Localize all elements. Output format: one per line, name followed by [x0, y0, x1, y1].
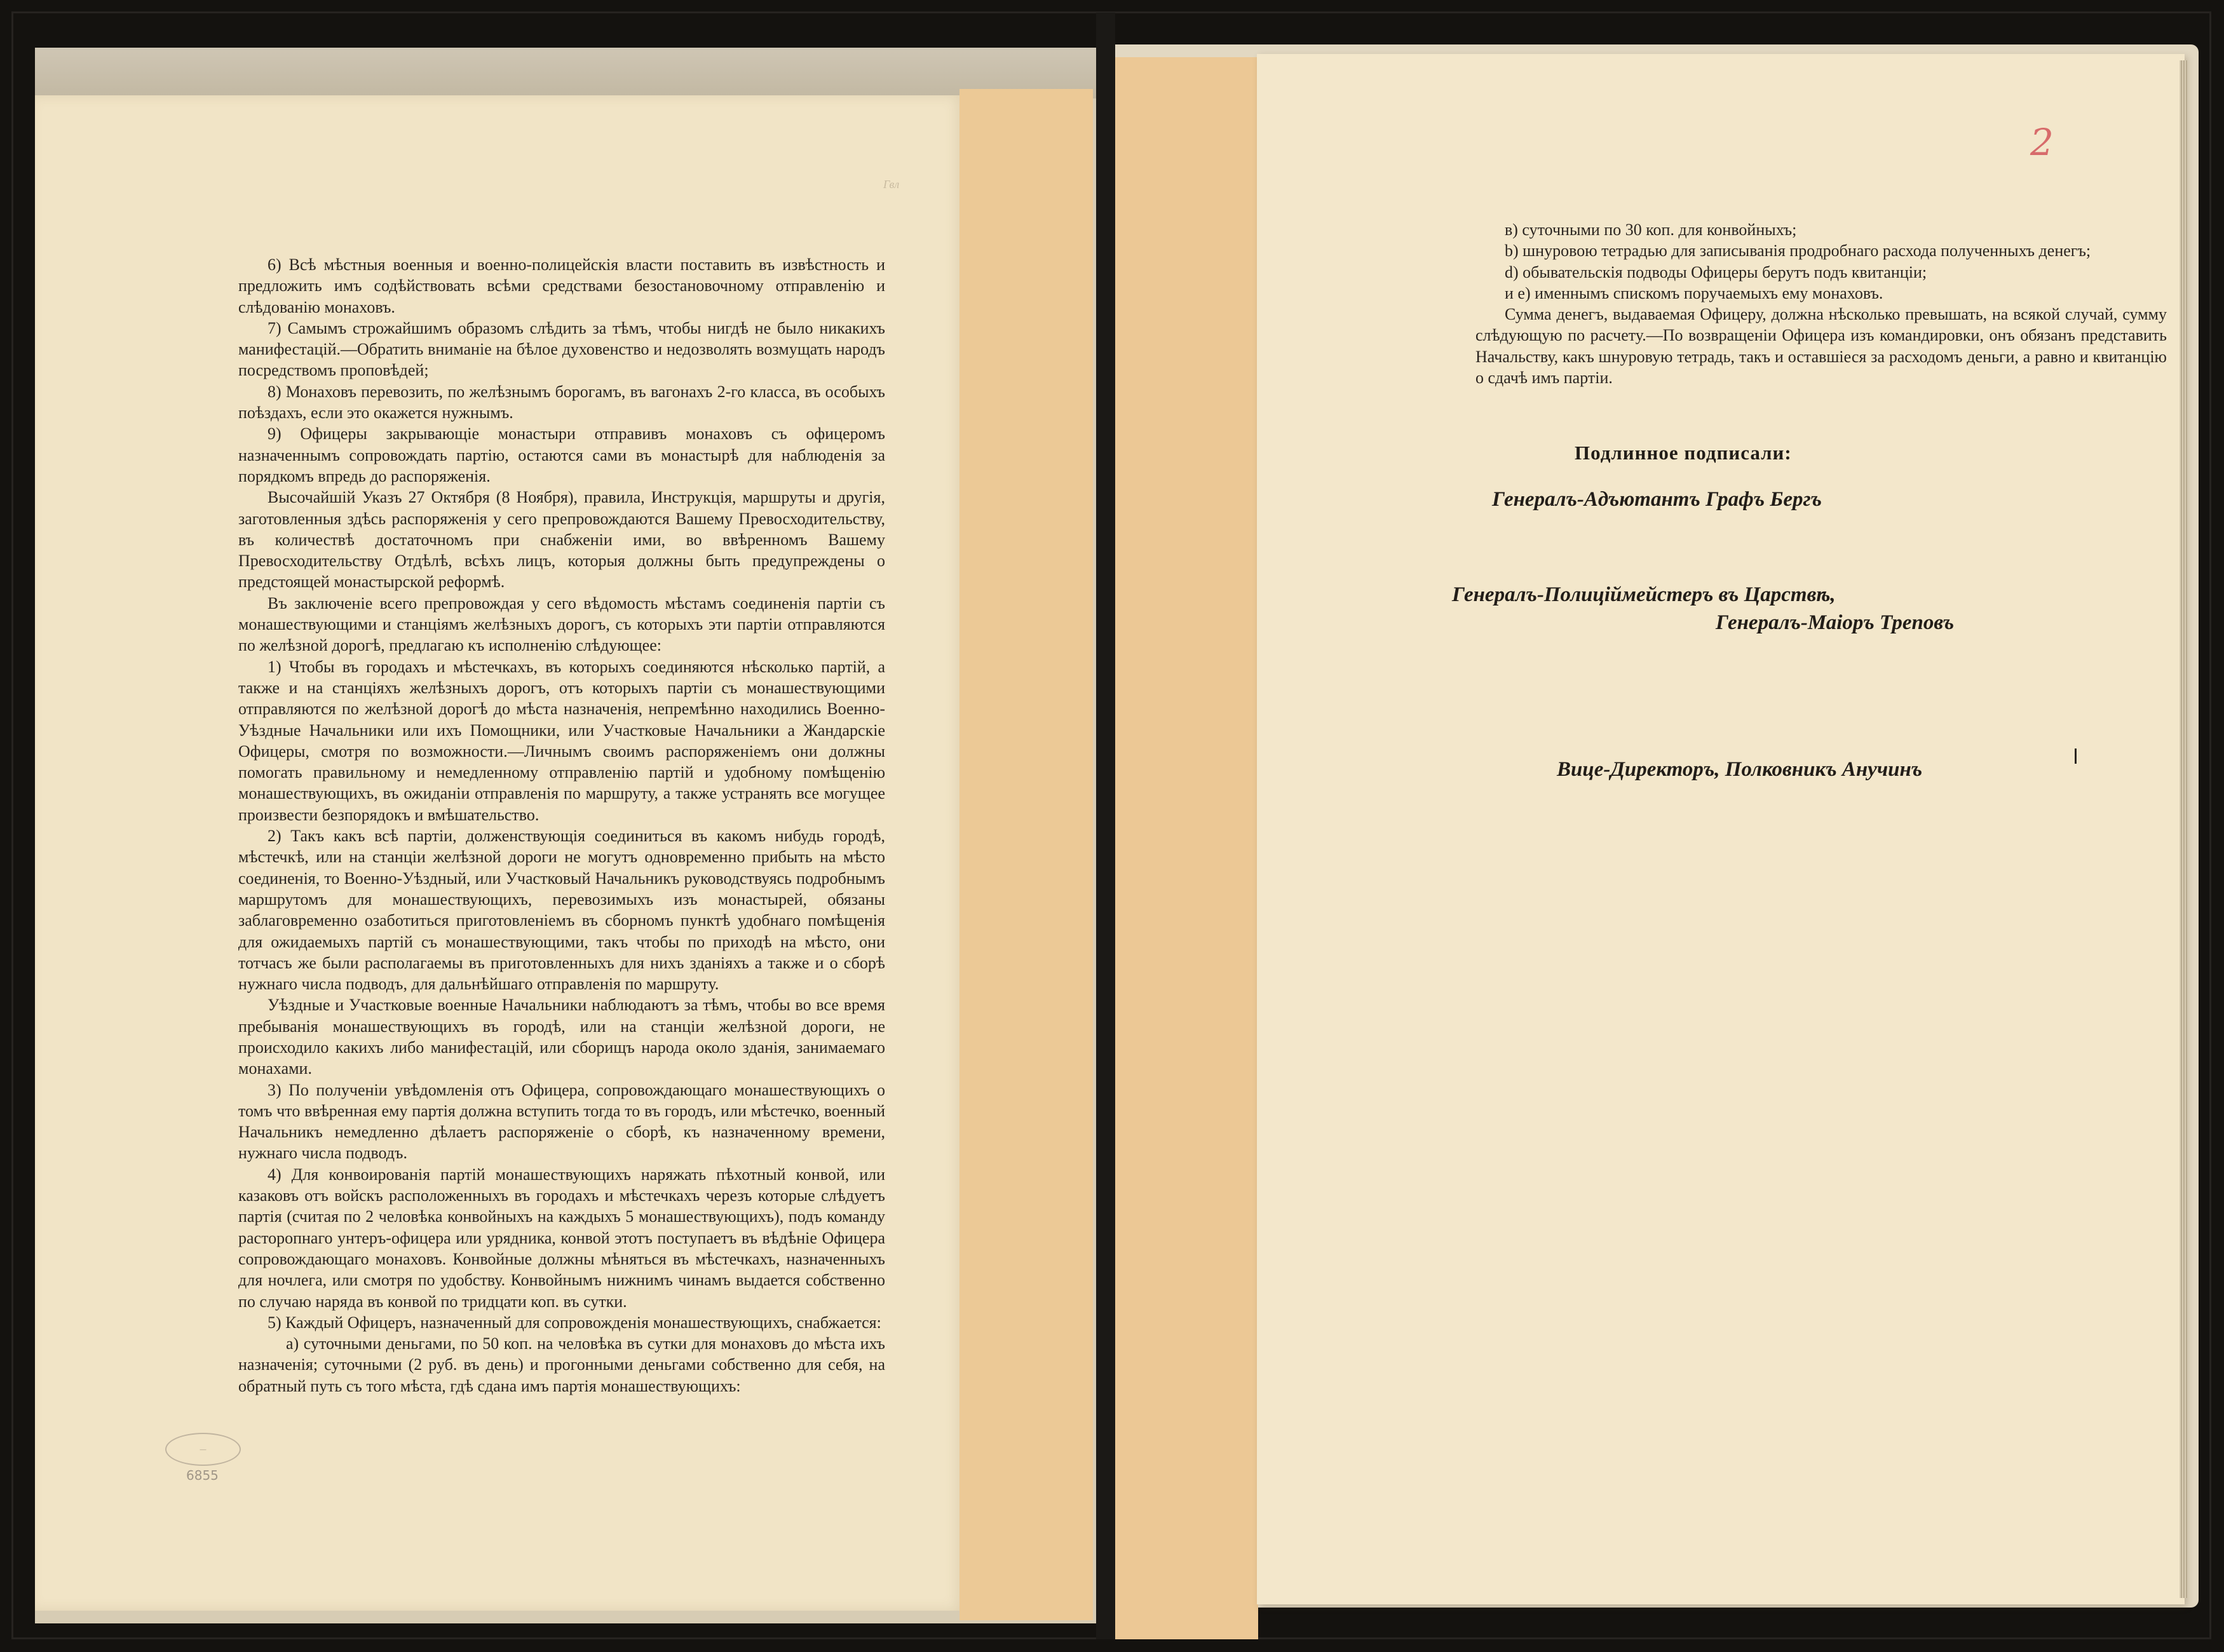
paragraph-4: 4) Для конвоированія партій монашествующихъ наряжать пѣхотный конвой, или казаковъ отъ войскъ расположенныхъ въ городахъ и мѣстечкахъ черезъ которые слѣдуетъ партія (считая по 2 человѣка конвойныхъ на каждыхъ 5 монашествующихъ), подъ команду расторопнаго унтеръ-офицера или урядника, конвой этотъ поступаетъ въ вѣдѣніе Офицера сопровождающаго монаховъ. Конвойные должны мѣняться въ мѣстечкахъ, назначенныхъ для ночлега, или смотря по удобству. Конвойнымъ нижнимъ чинамъ выдается собственно по случаю наряда въ конвой по тридцати коп. въ сутки. [238, 1165, 885, 1311]
signatures-header: Подлинное подписали: [1575, 442, 1792, 464]
right-page-text [1475, 219, 2167, 388]
left-binding-strip [959, 89, 1093, 1620]
paragraph-e: и e) именнымъ спискомъ поручаемыхъ ему монаховъ. [1505, 283, 1883, 302]
paragraph-5: 5) Каждый Офицеръ, назначенный для сопровожденія монашествующихъ, снабжается: [268, 1313, 881, 1332]
paragraph-1: 1) Чтобы въ городахъ и мѣстечкахъ, въ которыхъ соединяются нѣсколько партій, а также и на станціяхъ желѣзныхъ дорогъ, отъ которыхъ партіи съ монашествующими отправляются по желѣзной дорогѣ до мѣста назначенія, непремѣнно находились Военно-Уѣздные Начальники или ихъ Помощники, или Участковые Начальники а Жандарскіе Офицеры, смотря по возможности.—Личнымъ своимъ распоряженіемъ они должны помогать правильному и немедленному отправленію партій и удобному помѣщенію монашествующихъ, въ ожиданіи отправленія по маршруту, а также устранять все могущее произвести безпорядокъ и вмѣшательство. [238, 657, 885, 824]
book-gutter [1096, 13, 1115, 1639]
paragraph-conclusion: Въ заключеніе всего препровождая у сего вѣдомость мѣстамъ соединенія партіи съ монашествующими и станціямъ желѣзныхъ дорогъ, съ которыхъ эти партіи отправляются по желѣзной дорогѣ, предлагаю къ исполненію слѣдующее: [238, 593, 885, 655]
signature-berg: Генералъ-Адъютантъ Графъ Бергъ [1492, 488, 1822, 511]
paragraph-7: 7) Самымъ строжайшимъ образомъ слѣдить за тѣмъ, чтобы нигдѣ не было никакихъ манифестацій.—Обратить вниманіе на бѣлое духовенство и недозволять возмущать народъ посредствомъ проповѣдей; [238, 318, 885, 380]
paragraph-sum: Сумма денегъ, выдаваемая Офицеру, должна нѣсколько превышать, на всякой случай, сумму слѣдующую по расчету.—По возвращеніи Офицера изъ командировки, онъ обязанъ представить Начальству, какъ шнуровую тетрадь, такъ и оставшіеся за расходомъ деньги, а равно и квитанцію о сдачѣ имъ партіи. [1475, 305, 2167, 388]
paragraph-9: 9) Офицеры закрывающіе монастыри отправивъ монаховъ съ офицеромъ назначеннымъ сопровождать партію, остаются сами въ монастырѣ для наблюденія за порядкомъ впредь до распоряженія. [238, 424, 885, 485]
paragraph-d: d) обывательскія подводы Офицеры берутъ подъ квитанціи; [1505, 262, 1927, 281]
paragraph-ukaz: Высочайшій Указъ 27 Октября (8 Ноября), правила, Инструкція, маршруты и другія, заготовленныя здѣсь распоряженія у сего препровождаются Вашему Превосходительству, въ количествѣ достаточномъ при снабженіи ими, во ввѣренномъ Вашему Превосходительству Отдѣлѣ, всѣхъ лицъ, которыя должны быть предупреждены о предстоящей монастырской реформѣ. [238, 488, 885, 592]
stamp-number: 6855 [186, 1468, 219, 1483]
archive-stamp [165, 1433, 241, 1466]
paragraph-b: b) шнуровою тетрадью для записыванія продробнаго расхода полученныхъ денегъ; [1505, 241, 2091, 261]
right-binding-strip [1115, 57, 1258, 1639]
left-page-text [238, 254, 885, 1397]
paragraph-8: 8) Монаховъ перевозить, по желѣзнымъ борогамъ, въ вагонахъ 2-го класса, въ особыхъ поѣздахъ, если это окажется нужнымъ. [238, 382, 885, 423]
stamp-text: — [200, 1445, 207, 1454]
left-top-strip [35, 48, 1096, 98]
folio-number: 2 [2030, 121, 2054, 164]
signature-anuchin: Вице-Директоръ, Полковникъ Анучинъ [1557, 758, 1923, 781]
paragraph-district-chiefs: Уѣздные и Участковые военные Начальники наблюдаютъ за тѣмъ, чтобы во все время пребыванія монашествующихъ въ городѣ, или на станціи желѣзной дороги, не происходило какихъ либо манифестацій, или сборищъ народа около зданія, занимаемаго монахами. [238, 996, 885, 1078]
paragraph-3: 3) По полученіи увѣдомленія отъ Офицера, сопровождающаго монашествующихъ о томъ что ввѣренная ему партія должна вступить тогда то въ городъ, или мѣстечко, военный Начальникъ немедленно дѣлаетъ распоряженіе о сборѣ, къ назначенному времени, нужнаго числа подводъ. [238, 1080, 885, 1163]
faint-header-mark: Гвл [883, 178, 900, 191]
paragraph-5a: а) суточными деньгами, по 50 коп. на человѣка въ сутки для монаховъ до мѣста ихъ назначенія; суточными (2 руб. въ день) и прогонными деньгами собственно для себя, на обратный путь съ того мѣста, гдѣ сдана имъ партія монашествующихъ: [238, 1334, 885, 1395]
ink-mark [2075, 748, 2077, 764]
signature-trepov-title: Генералъ-Полиціймейстеръ въ Царствѣ, [1452, 583, 1836, 606]
signature-trepov-rank: Генералъ-Маіоръ Треповъ [1716, 611, 1955, 634]
page-edges [2180, 60, 2187, 1598]
paragraph-v: в) суточными по 30 коп. для конвойныхъ; [1505, 220, 1797, 239]
paragraph-6: 6) Всѣ мѣстныя военныя и военно-полицейскія власти поставить въ извѣстность и предложить имъ содѣйствовать всѣми средствами безостановочному отправленію и слѣдованію монаховъ. [238, 255, 885, 316]
paragraph-2: 2) Такъ какъ всѣ партіи, долженствующія соединиться въ какомъ нибудь городѣ, мѣстечкѣ, или на станціи желѣзной дороги не могутъ одновременно прибыть на мѣсто соединенія, то Военно-Уѣздный, или Участковый Начальникъ руководствуясь подробнымъ маршрутомъ для монашествующихъ, перевозимыхъ изъ монастырей, обязаны заблаговременно озаботиться приготовленіемъ въ сборномъ пунктѣ удобнаго помѣщенія для ожидаемыхъ партій съ монашествующими, такъ чтобы по приходѣ на мѣсто, они тотчасъ же были располагаемы въ приготовленныхъ для нихъ зданіяхъ а также и о сборѣ нужнаго числа подводъ, для дальнѣйшаго отправленія по маршруту. [238, 827, 885, 994]
